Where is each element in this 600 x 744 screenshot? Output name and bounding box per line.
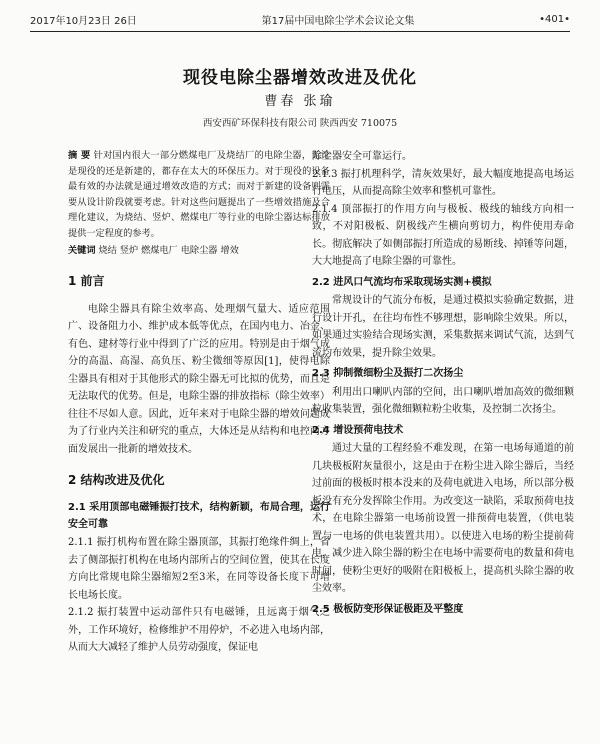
paragraph-2-1-4: 2.1.4 顶部振打的作用方向与极板、极线的轴线方向相一致，不对阳极板、阴极线产生横向剪切力，构件使用寿命长。彻底解决了如侧部振打所造成的易断线、掉锤等问题，大大地提高了电除尘器的可靠性。: [312, 203, 574, 267]
header-date: 2017年10月23日 26日: [30, 15, 137, 27]
left-column: [68, 148, 330, 657]
keywords: [68, 243, 330, 259]
keywords-label: 关键词: [68, 245, 96, 256]
section-2-5-heading: 2.5 极板防变形保证极距及平整度: [312, 603, 464, 615]
header-proceedings: 第17届中国电除尘学术会议论文集: [261, 15, 415, 27]
abstract-label: 摘 要: [68, 150, 91, 161]
paragraph-2-3: 利用出口喇叭内部的空间，出口喇叭增加高效的微细颗粒收集装置，强化微细颗粒粉尘收集，及控制二次扬尘。: [312, 386, 574, 415]
keywords-text: 烧结 竖炉 燃煤电厂 电除尘器 增效: [98, 245, 239, 256]
paragraph-2-2: 常规设计的气流分布板，是通过模拟实验确定数据，进行设计开孔，在往均布性不够理想，影响除尘效果。所以，如果通过实验结合现场实测，采集数据来调试气流，达到气流均布效果，提升除尘效果。: [312, 295, 574, 359]
section-2-heading: 2 结构改进及优化: [68, 473, 165, 487]
paragraph-2-1-3: 2.1.3 振打机理科学，清灰效果好，最大幅度地提高电场运行电压，从而提高除尘效率和整机可靠性。: [312, 168, 574, 197]
paragraph-2-1-1: 2.1.1 振打机构布置在除尘器顶部，其振打绝缘件绸上，省去了侧部振打机构在电场内部所占的空间位置，使其在长度方向比常规电除尘器缩短2至3米，在同等设备长度下可增长电场长度。: [68, 537, 330, 601]
section-1-heading: 1 前言: [68, 273, 105, 288]
section-2-3-heading: 2.3 抑制微细粉尘及振打二次扬尘: [312, 368, 464, 379]
paragraph-2-1-2: 2.1.2 振打装置中运动部件只有电磁锤，且远离于烟气之外，工作环境好，检修维护不用停炉，不必进入电场内部，从而大大减轻了维护人员劳动强度，保证电: [68, 607, 330, 653]
paragraph-continued: 除尘器安全可靠运行。: [312, 151, 412, 162]
paper-authors: 曹春 张瑜: [264, 94, 336, 109]
abstract: [68, 148, 330, 241]
section-2-4-heading: 2.4 增设预荷电技术: [312, 424, 404, 436]
paper-affiliation: 西安西矿环保科技有限公司 陕西西安 710075: [202, 118, 398, 129]
right-column: [312, 148, 574, 619]
page-header: [30, 10, 570, 32]
section-2-2-heading: 2.2 进风口气流均布采取现场实测+模拟: [312, 276, 492, 288]
abstract-text: 针对国内很大一部分燃煤电厂及烧结厂的电除尘器，无论是现役的还是新建的，都存在太大的环保压力。对于现役的设备最有效的办法就是通过增效改造的方式；而对于新建的设备则需要从设计阶段就要考虑。针对这些问题提出了一些增效措施及合理化建议，为烧结、竖炉、燃煤电厂等行业的电除尘器达标排放提供一定程度的参考。: [68, 150, 331, 239]
header-page-number: •401•: [539, 13, 570, 25]
paragraph-2-4: 通过大量的工程经验不难发现，在第一电场每通道的前几块极板附灰量很小，这是由于在粉尘进入除尘器后，当经过前面的极板时根本没来的及荷电就进入电场，所以部分极板没有充分发挥除尘作用。为改变这一缺陷，采取预荷电技术，在电除尘器第一电场前设置一排预荷电装置，（供电装置与一电场的供电装置共用）。以使进入电场的粉尘提前荷电，减少进入除尘器的粉尘在电场中需要荷电的数量和荷电时间，使粉尘更好的吸附在阳极板上，提高机头除尘器的收尘效率。: [312, 443, 574, 594]
section-2-1-heading: 2.1 采用顶部电磁锤振打技术，结构新颖，布局合理，运行安全可靠: [68, 502, 330, 530]
section-1-paragraph: 电除尘器具有除尘效率高、处理烟气量大、适应范围广、设备阻力小、维护成本低等优点，在国内电力、冶金、有色、建材等行业中得到了广泛的应用。特别是由于烟气成分的高温、高湿、高负压、粉尘微细等原因[1]，使得电除尘器具有相对于其他形式的除尘器无可比拟的优势，而且是无法取代的优势。但是，电除尘器的排放指标（除尘效率）往往不尽如人意。因此，近年来对于电除尘器的增效问题成为了行业内关注和研究的重点，大体还是从结构和电控两方面发展出一批新的增效技术。: [68, 303, 330, 455]
paper-title: 现役电除尘器增效改进及优化: [183, 68, 417, 88]
